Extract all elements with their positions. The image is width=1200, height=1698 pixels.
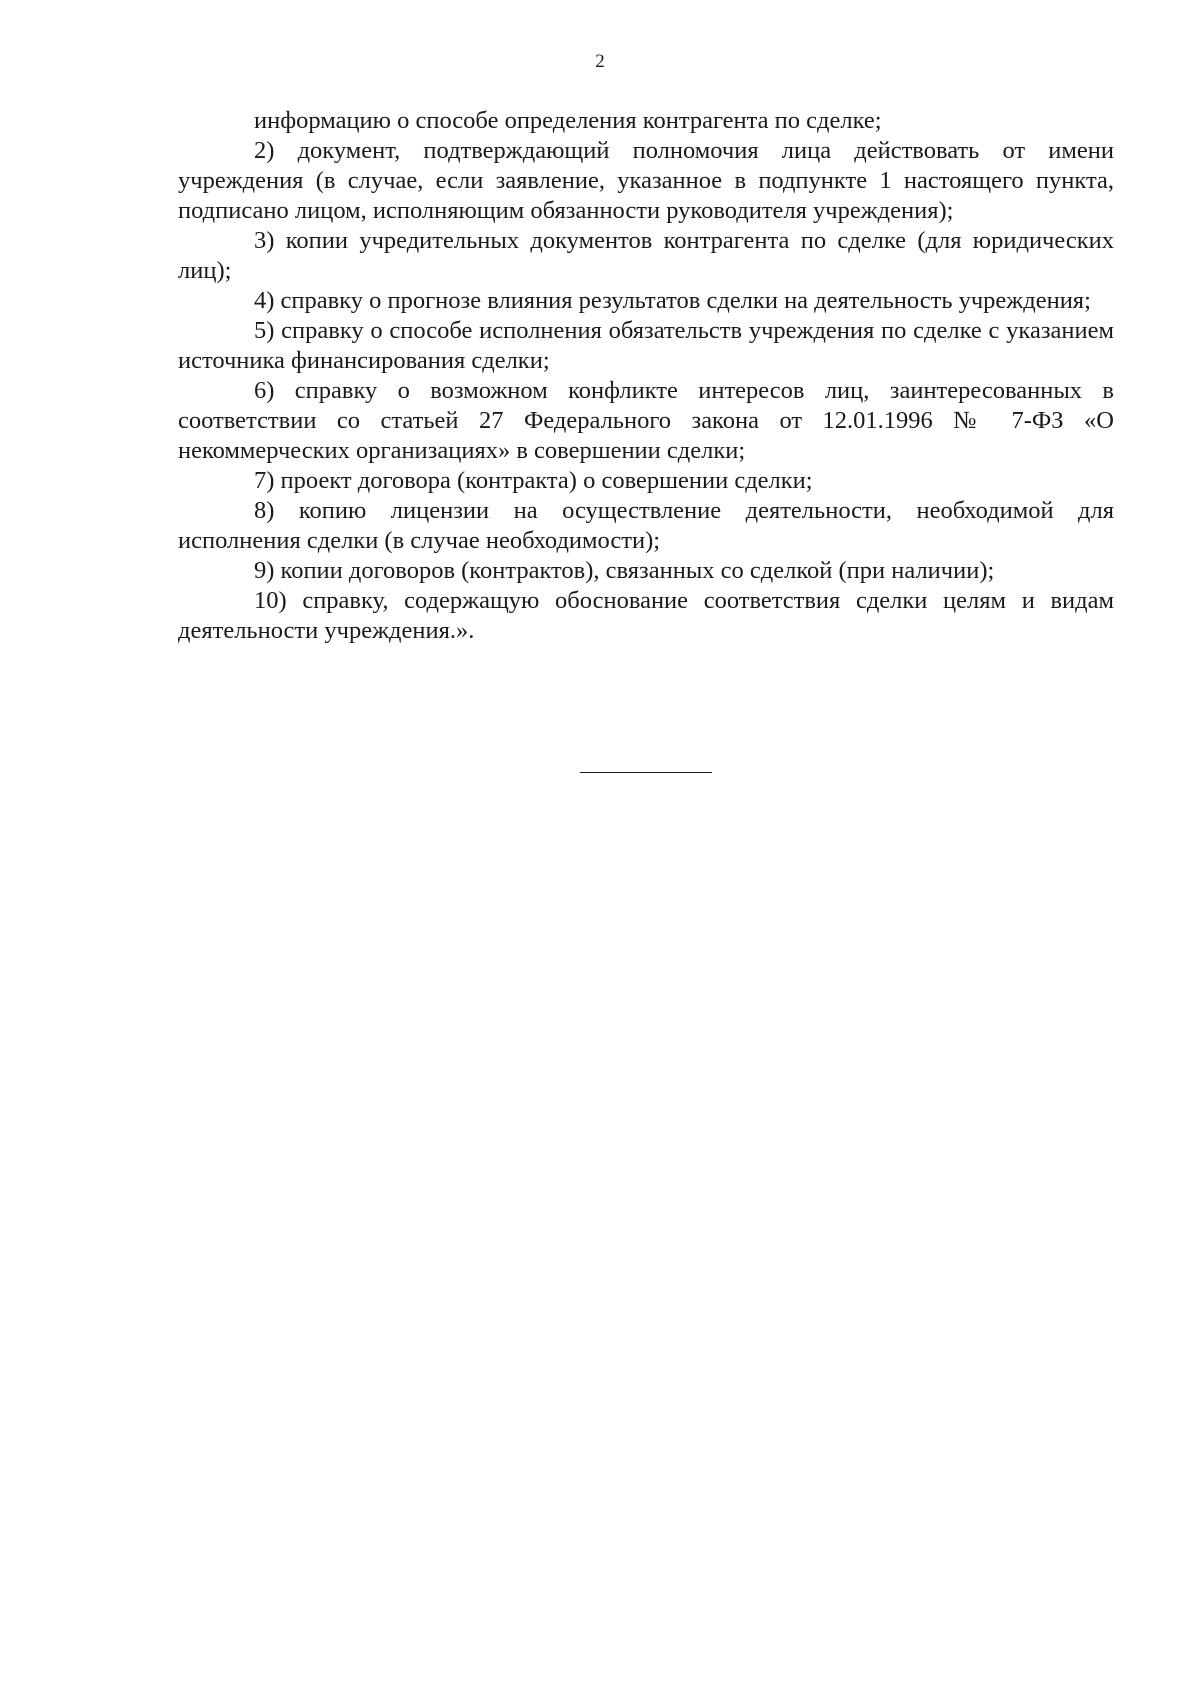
paragraph-continuation: информацию о способе определения контрагента по сделке; bbox=[254, 107, 882, 134]
list-item-6: 6) справку о возможном конфликте интересов лиц, заинтересованных в соответствии со статьей 27 Федерального закона от 12.01.1996 № 7-ФЗ «О некоммерческих организациях» в совершении сделки; bbox=[178, 377, 1114, 464]
list-item-9: 9) копии договоров (контрактов), связанных со сделкой (при наличии); bbox=[254, 557, 995, 584]
list-item-4: 4) справку о прогнозе влияния результатов сделки на деятельность учреждения; bbox=[254, 287, 1091, 314]
list-item-8: 8) копию лицензии на осуществление деятельности, необходимой для исполнения сделки (в случае необходимости); bbox=[178, 497, 1114, 554]
document-body bbox=[178, 106, 1114, 646]
page-number: 2 bbox=[595, 51, 605, 72]
list-item-10: 10) справку, содержащую обоснование соответствия сделки целям и видам деятельности учреждения.». bbox=[178, 587, 1114, 644]
end-of-text-rule bbox=[580, 772, 712, 773]
list-item-2: 2) документ, подтверждающий полномочия лица действовать от имени учреждения (в случае, если заявление, указанное в подпункте 1 настоящего пункта, подписано лицом, исполняющим обязанности руководителя учреждения); bbox=[178, 137, 1114, 224]
list-item-3: 3) копии учредительных документов контрагента по сделке (для юридических лиц); bbox=[178, 227, 1114, 284]
list-item-7: 7) проект договора (контракта) о совершении сделки; bbox=[254, 467, 813, 494]
list-item-5: 5) справку о способе исполнения обязательств учреждения по сделке с указанием источника финансирования сделки; bbox=[178, 317, 1114, 374]
